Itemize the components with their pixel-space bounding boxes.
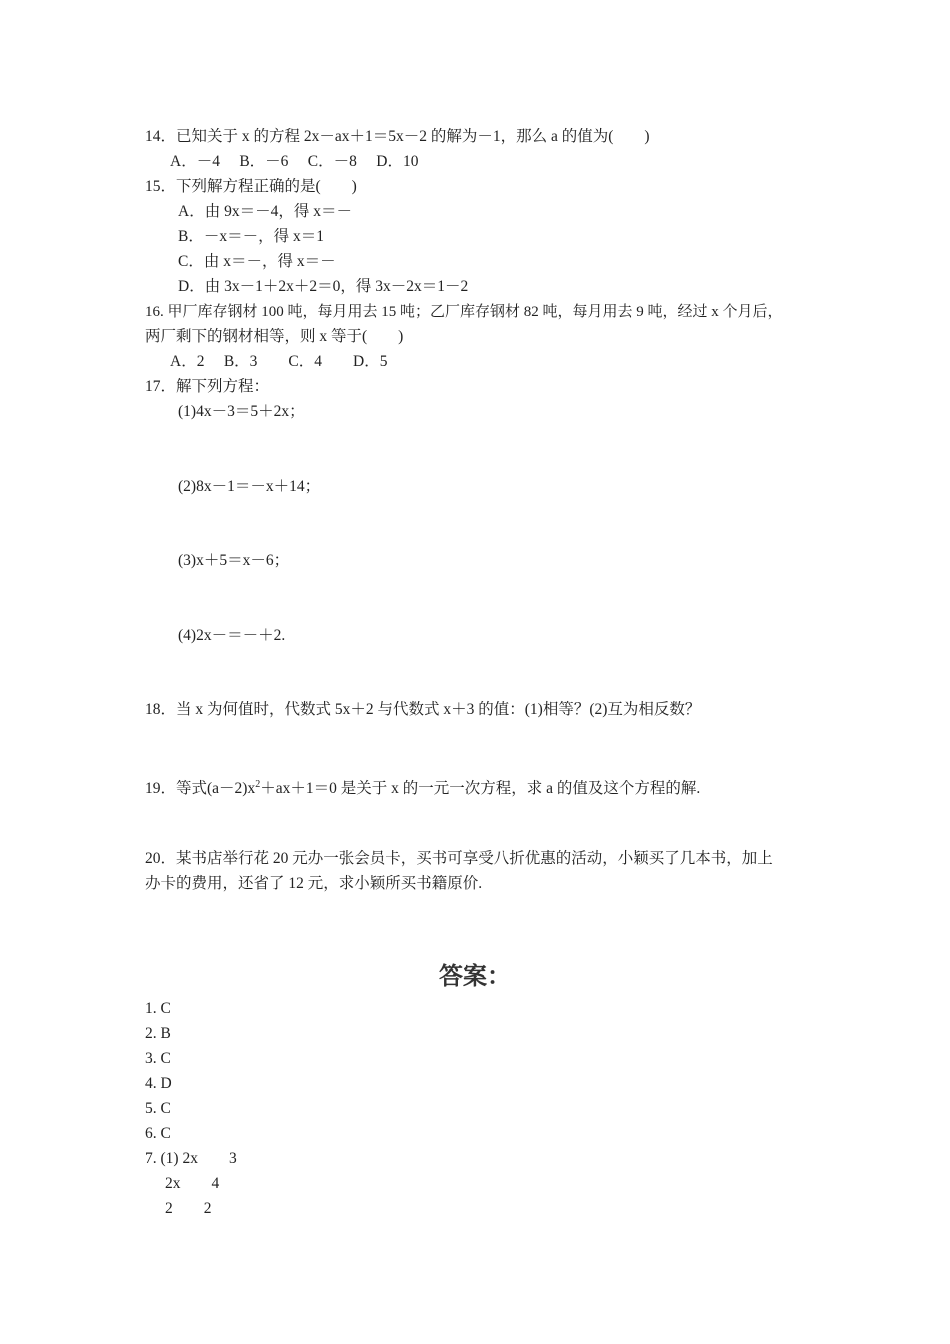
- answer-item: 5. C: [145, 1100, 171, 1117]
- q15-option-c: C．由 x＝－，得 x＝－: [178, 253, 336, 270]
- q14-options: A．－4 B．－6 C．－8 D．10: [170, 153, 419, 170]
- q16-line2: 两厂剩下的钢材相等，则 x 等于( ): [145, 328, 404, 345]
- q15-option-a: A．由 9x＝－4，得 x＝－: [178, 203, 352, 220]
- q17-part4: (4)2x－＝－＋2.: [178, 627, 286, 644]
- q19-stem: [145, 775, 700, 799]
- q15-option-d: D．由 3x－1＋2x＋2＝0，得 3x－2x＝1－2: [178, 278, 469, 295]
- q17-part1: (1)4x－3＝5＋2x；: [178, 403, 305, 420]
- q19-before: 19．等式(a－2)x: [145, 780, 256, 798]
- answer-item: 4. D: [145, 1075, 172, 1092]
- q17-part3: (3)x＋5＝x－6；: [178, 552, 290, 569]
- q15-option-b: B．－x＝－，得 x＝1: [178, 228, 324, 245]
- q17-stem: 17．解下列方程：: [145, 378, 270, 395]
- q17-part2: (2)8x－1＝－x＋14；: [178, 478, 321, 495]
- q16-options: A．2 B．3 C．4 D．5: [170, 353, 388, 370]
- answer-7-line3: 2 2: [165, 1200, 212, 1217]
- q19-superscript: 2: [255, 779, 261, 790]
- answer-7-line2: 2x 4: [165, 1175, 220, 1192]
- answers-title: 答案：: [439, 962, 511, 990]
- q14-stem: 14．已知关于 x 的方程 2x－ax＋1＝5x－2 的解为－1，那么 a 的值为( ): [145, 128, 650, 145]
- answer-7-line1: 7. (1) 2x 3: [145, 1150, 237, 1167]
- q20-line1: 20．某书店举行花 20 元办一张会员卡，买书可享受八折优惠的活动，小颖买了几本书，加上: [145, 850, 773, 867]
- answer-item: 3. C: [145, 1050, 171, 1067]
- q19-after: ＋ax＋1＝0 是关于 x 的一元一次方程，求 a 的值及这个方程的解.: [260, 780, 701, 798]
- q15-stem: 15．下列解方程正确的是( ): [145, 178, 357, 195]
- q20-line2: 办卡的费用，还省了 12 元，求小颖所买书籍原价.: [145, 875, 483, 892]
- q18-stem: 18．当 x 为何值时，代数式 5x＋2 与代数式 x＋3 的值：(1)相等？(2)互为相反数？: [145, 701, 701, 718]
- answer-item: 2. B: [145, 1025, 171, 1042]
- answer-item: 1. C: [145, 1000, 171, 1017]
- answer-item: 6. C: [145, 1125, 171, 1142]
- q16-line1: 16. 甲厂库存钢材 100 吨，每月用去 15 吨；乙厂库存钢材 82 吨，每月用去 9 吨，经过 x 个月后，: [145, 304, 783, 320]
